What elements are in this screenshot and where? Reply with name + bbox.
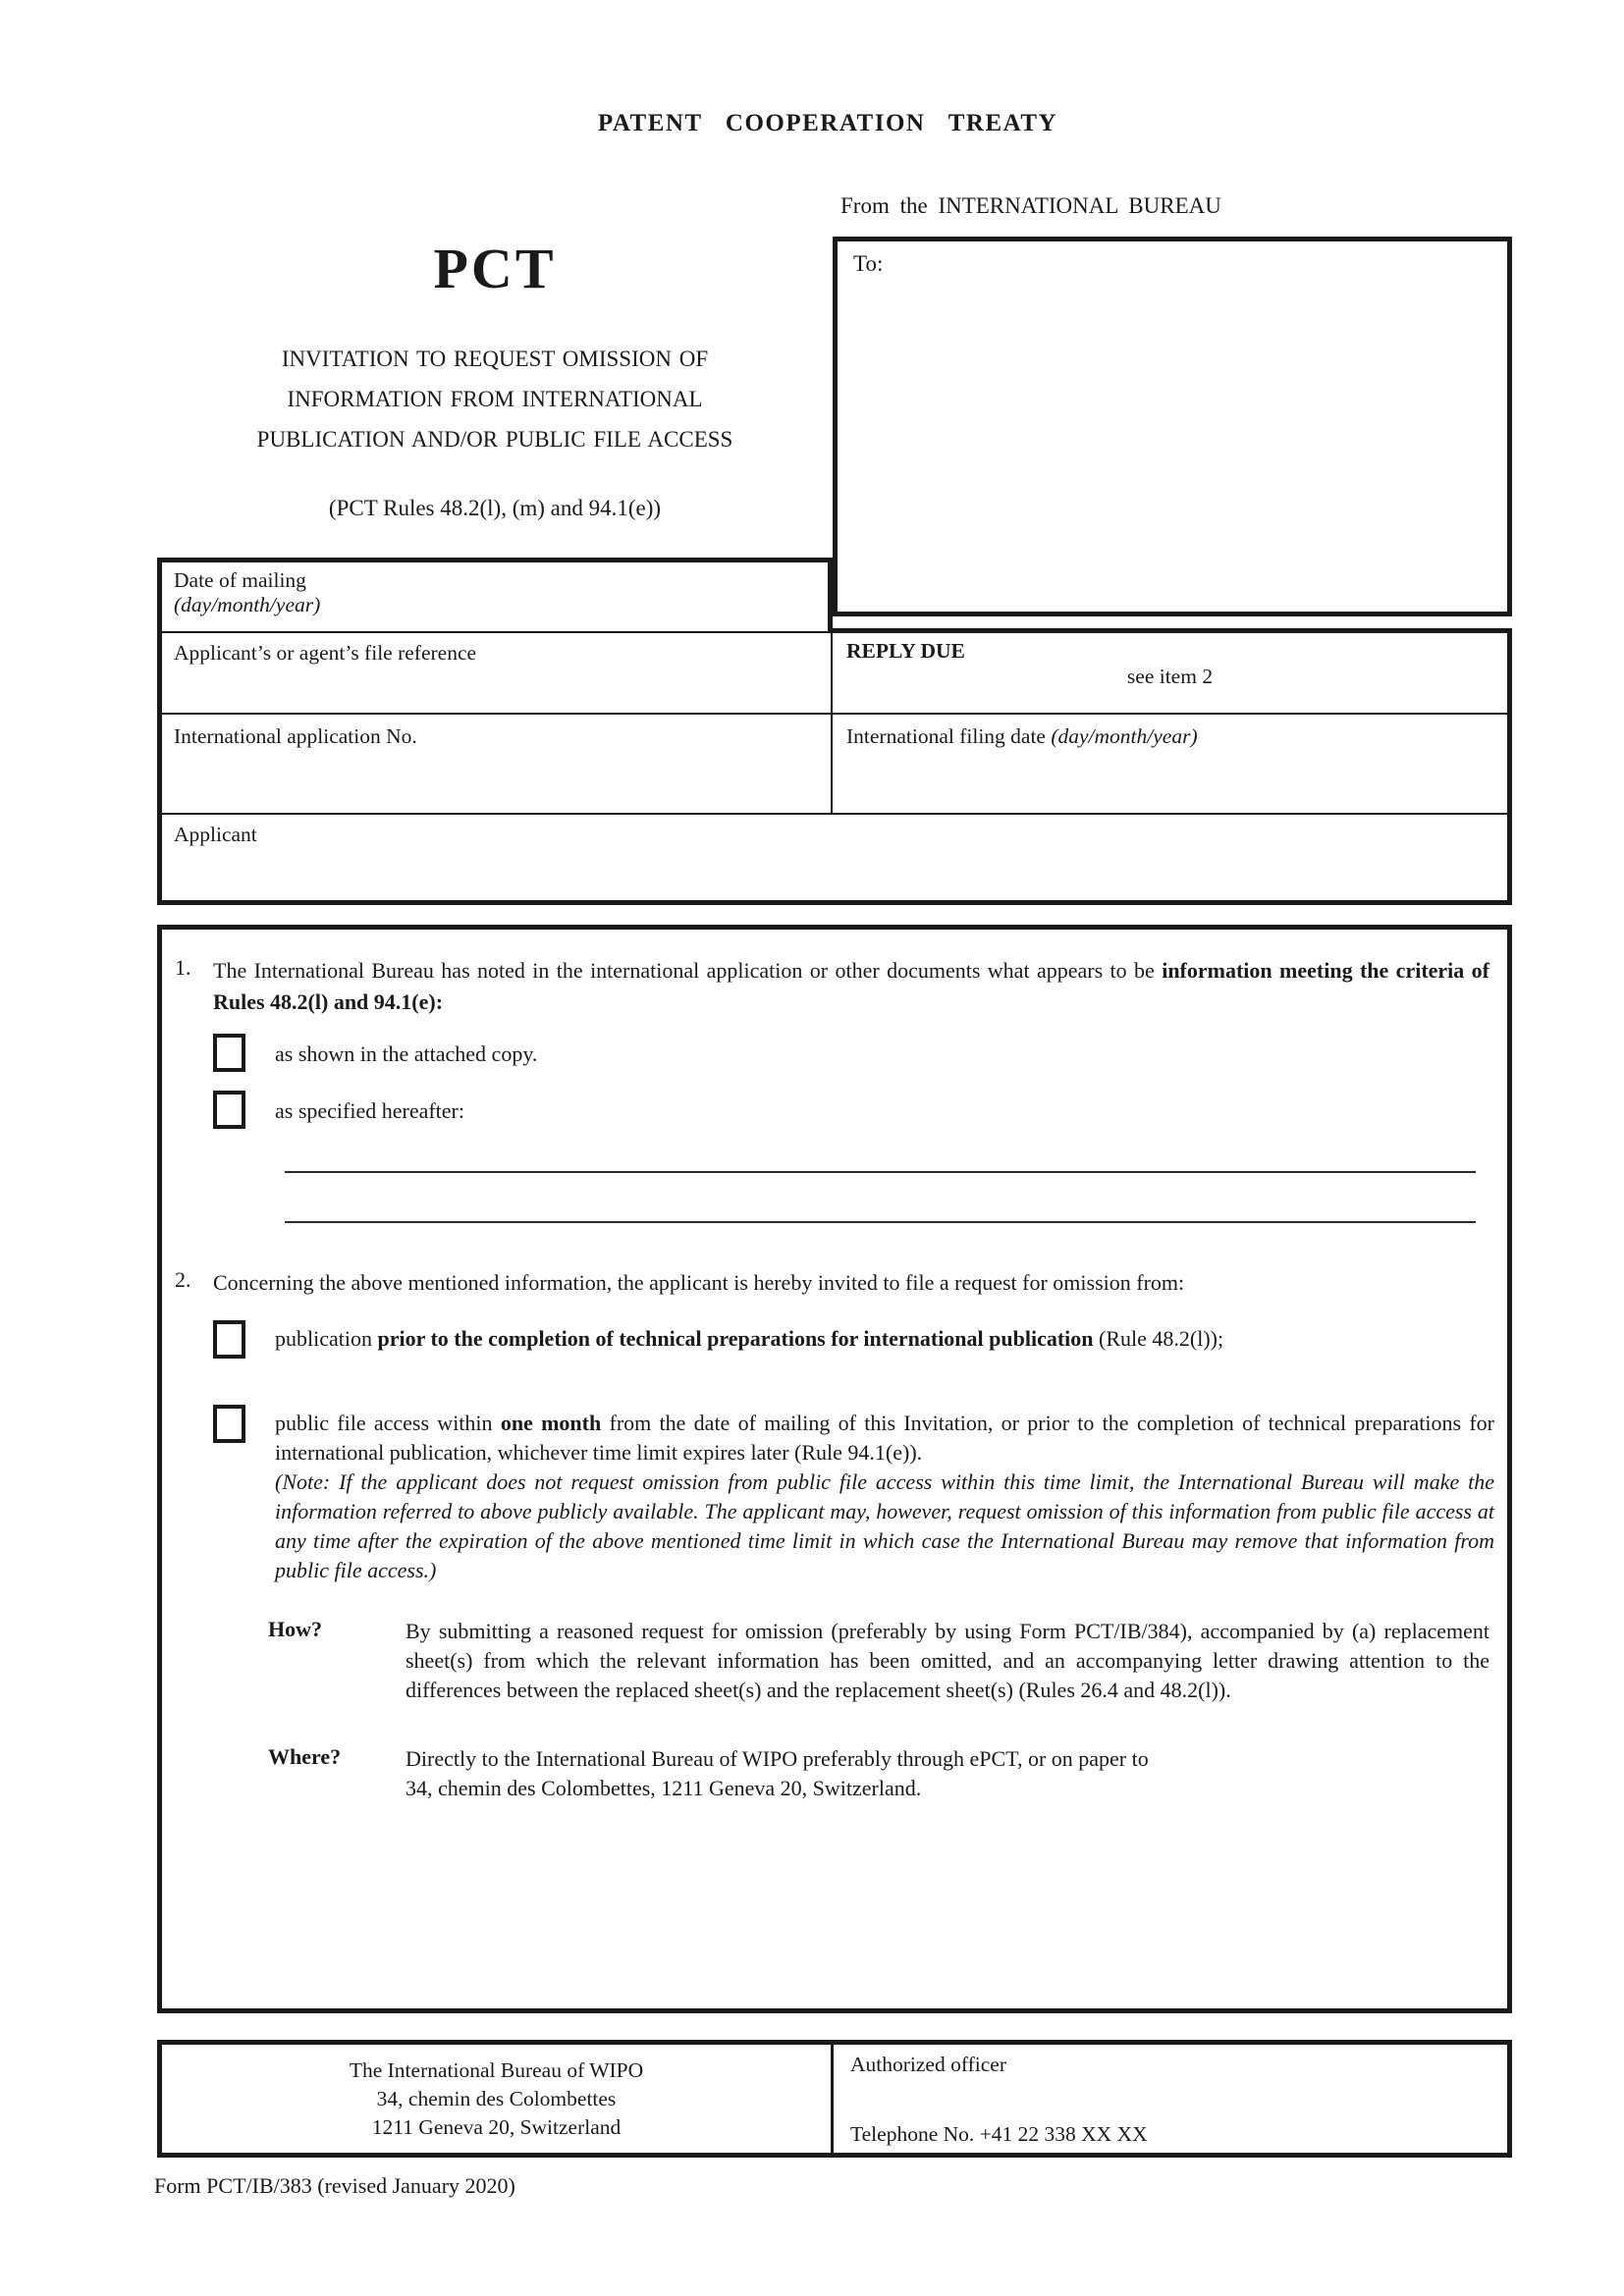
rules-reference: (PCT Rules 48.2(l), (m) and 94.1(e))	[328, 496, 662, 520]
pct-logo: PCT	[433, 237, 557, 300]
to-address-box[interactable]	[833, 237, 1512, 616]
applicant-field[interactable]	[157, 815, 1512, 905]
omission-from-public-file-access-block	[275, 1409, 1494, 1585]
form-title-line-3: PUBLICATION AND/OR PUBLIC FILE ACCESS	[256, 427, 733, 452]
reply-due-value: see item 2	[1126, 665, 1214, 688]
footer-box	[157, 2040, 1512, 2158]
where-text-line-1: Directly to the International Bureau of WIPO preferably through ePCT, or on paper to	[406, 1746, 1149, 1771]
checkbox-as-specified-hereafter[interactable]	[213, 1091, 245, 1129]
reply-due-label: REPLY DUE	[846, 639, 965, 663]
to-label: To:	[853, 251, 884, 276]
public-file-access-note: (Note: If the applicant does not request omission from public file access within this time limit, the International Bureau will make the information referred to above publicly available. The applicant may, however, request omission of this information from public file access at any time after the expiration of the above mentioned time limit in which case the International Bureau may remove that information from public file access.)	[275, 1469, 1494, 1582]
specified-information-line-2[interactable]	[285, 1221, 1476, 1223]
bureau-address-line-2: 34, chemin des Colombettes	[376, 2086, 617, 2110]
publication-option-pre: publication	[275, 1326, 378, 1351]
bureau-address-line-1: The International Bureau of WIPO	[349, 2057, 644, 2082]
international-application-no-label: International application No.	[174, 724, 417, 748]
where-text	[406, 1744, 1489, 1803]
checkbox-omission-from-public-file-access[interactable]	[213, 1405, 245, 1443]
item-1-text-normal: The International Bureau has noted in the international application or other documents what appears to be	[213, 958, 1163, 983]
form-title-line-1: INVITATION TO REQUEST OMISSION OF	[281, 347, 709, 371]
page-title: PATENT COOPERATION TREATY	[597, 110, 1058, 136]
file-reference-label: Applicant’s or agent’s file reference	[174, 641, 477, 665]
checkbox-omission-from-publication[interactable]	[213, 1320, 245, 1359]
applicant-label: Applicant	[174, 823, 257, 846]
authorized-officer-label: Authorized officer	[850, 2053, 1006, 2076]
as-shown-label: as shown in the attached copy.	[275, 1041, 538, 1066]
where-label: Where?	[268, 1744, 342, 1769]
omission-from-publication-label	[275, 1326, 1494, 1352]
publication-option-bold: prior to the completion of technical preparations for international publication	[377, 1326, 1094, 1351]
from-international-bureau-line: From the INTERNATIONAL BUREAU	[840, 193, 1221, 218]
international-application-no-field[interactable]	[157, 715, 833, 815]
item-2-text: Concerning the above mentioned information, the applicant is hereby invited to file a request for omission from:	[213, 1270, 1185, 1295]
item-1-text	[213, 955, 1489, 1018]
item-2-number: 2.	[175, 1267, 191, 1292]
form-id-line: Form PCT/IB/383 (revised January 2020)	[154, 2173, 515, 2198]
date-of-mailing-format: (day/month/year)	[174, 593, 321, 616]
reply-due-field	[833, 628, 1512, 715]
how-label: How?	[268, 1617, 322, 1641]
how-text: By submitting a reasoned request for omission (preferably by using Form PCT/IB/384), accompanied by (a) replacement sheet(s) from which the relevant information has been omitted, and an accompanying letter drawing attention to the differences between the replaced sheet(s) and the replacement sheet(s) (Rules 26.4 and 48.2(l)).	[406, 1619, 1489, 1702]
public-file-access-option-text	[275, 1409, 1494, 1468]
form-title-line-2: INFORMATION FROM INTERNATIONAL	[287, 387, 703, 411]
bureau-address-line-3: 1211 Geneva 20, Switzerland	[371, 2114, 622, 2139]
public-file-access-pre: public file access within	[275, 1411, 501, 1435]
items-box	[157, 925, 1512, 2013]
specified-information-line-1[interactable]	[285, 1171, 1476, 1173]
as-specified-label: as specified hereafter:	[275, 1098, 464, 1123]
authorized-officer-field[interactable]	[837, 2045, 1507, 2153]
form-title	[157, 339, 833, 459]
international-filing-date-field[interactable]	[833, 715, 1512, 815]
where-text-line-2: 34, chemin des Colombettes, 1211 Geneva 20, Switzerland.	[406, 1776, 922, 1800]
telephone-label: Telephone No. +41 22 338 XX XX	[850, 2122, 1148, 2146]
file-reference-field[interactable]	[157, 633, 833, 715]
international-filing-date-label: International filing date	[846, 724, 1052, 748]
international-bureau-address	[162, 2045, 834, 2153]
international-filing-date-format: (day/month/year)	[1051, 724, 1198, 748]
publication-option-post: (Rule 48.2(l));	[1093, 1326, 1224, 1351]
date-of-mailing-field[interactable]	[157, 558, 833, 633]
public-file-access-post: from the date of mailing of this Invitation, or prior to the completion of technical preparations for international publication, whichever time limit expires later (Rule 94.1(e)).	[275, 1411, 1495, 1465]
checkbox-as-shown-in-attached-copy[interactable]	[213, 1034, 245, 1072]
public-file-access-bold: one month	[500, 1411, 602, 1435]
item-1-text-bold: information meeting the criteria of Rules 48.2(l) and 94.1(e):	[213, 958, 1490, 1014]
item-1-number: 1.	[175, 955, 191, 980]
date-of-mailing-label: Date of mailing	[174, 568, 306, 592]
